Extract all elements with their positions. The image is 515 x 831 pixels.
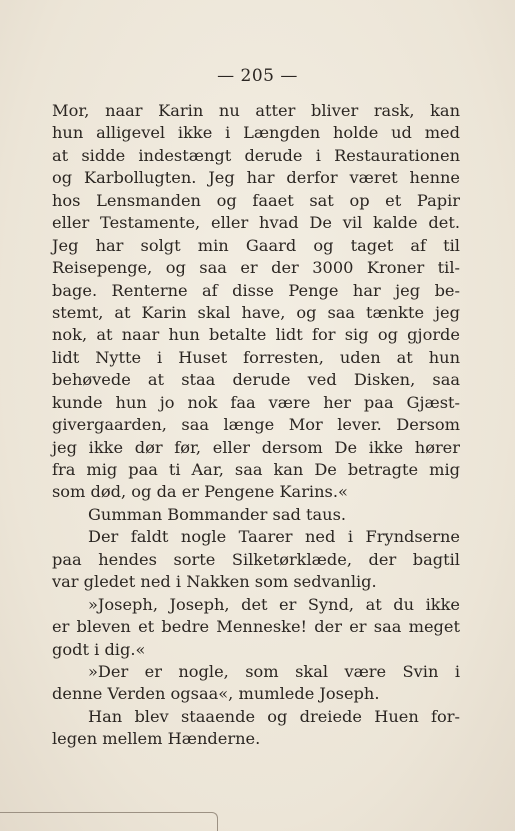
text-line: er bleven et bedre Menneske! der er saa meget bbox=[52, 617, 460, 637]
text-line: Jeg har solgt min Gaard og taget af til bbox=[52, 235, 460, 255]
text-line: bage. Renterne af disse Penge har jeg be- bbox=[52, 280, 460, 300]
text-line: hos Lensmanden og faaet sat op et Papir bbox=[52, 190, 460, 210]
text-line: at sidde indestængt derude i Restaurationen bbox=[52, 145, 460, 165]
text-line: Der faldt nogle Taarer ned i Fryndserne bbox=[88, 527, 460, 547]
text-line: jeg ikke dør før, eller dersom De ikke hører bbox=[52, 437, 460, 457]
text-line: nok, at naar hun betalte lidt for sig og gjorde bbox=[52, 325, 460, 345]
text-line: kunde hun jo nok faa være her paa Gjæst- bbox=[52, 392, 460, 412]
text-line: Gumman Bommander sad taus. bbox=[88, 504, 347, 524]
text-line: behøvede at staa derude ved Disken, saa bbox=[52, 370, 460, 390]
text-line: »Der er nogle, som skal være Svin i bbox=[88, 661, 460, 681]
text-line: eller Testamente, eller hvad De vil kalde det. bbox=[52, 213, 460, 233]
text-line: stemt, at Karin skal have, og saa tænkte jeg bbox=[52, 302, 460, 322]
page-edge-line bbox=[0, 812, 218, 831]
text-line: Han blev staaende og dreiede Huen for- bbox=[88, 706, 460, 726]
page-number: — 205 — bbox=[217, 66, 298, 86]
text-line: fra mig paa ti Aar, saa kan De betragte mig bbox=[52, 460, 460, 479]
text-line: godt i dig.« bbox=[52, 639, 146, 659]
text-line: hun alligevel ikke i Længden holde ud med bbox=[52, 123, 460, 143]
text-line: som død, og da er Pengene Karins.« bbox=[52, 482, 348, 502]
text-line: var gledet ned i Nakken som sedvanlig. bbox=[52, 572, 377, 592]
text-line: givergaarden, saa længe Mor lever. Dersom bbox=[52, 415, 460, 435]
body-text bbox=[52, 100, 460, 751]
text-line: Reisepenge, og saa er der 3000 Kroner til- bbox=[52, 258, 460, 278]
text-line: denne Verden ogsaa«, mumlede Joseph. bbox=[52, 684, 380, 704]
text-line: og Karbollugten. Jeg har derfor været henne bbox=[52, 168, 460, 188]
text-line: »Joseph, Joseph, det er Synd, at du ikke bbox=[88, 594, 460, 614]
text-line: paa hendes sorte Silketørklæde, der bagtil bbox=[52, 549, 460, 569]
text-line: Mor, naar Karin nu atter bliver rask, kan bbox=[52, 101, 460, 120]
text-line: lidt Nytte i Huset forresten, uden at hun bbox=[52, 347, 460, 367]
text-line: legen mellem Hænderne. bbox=[52, 729, 261, 749]
